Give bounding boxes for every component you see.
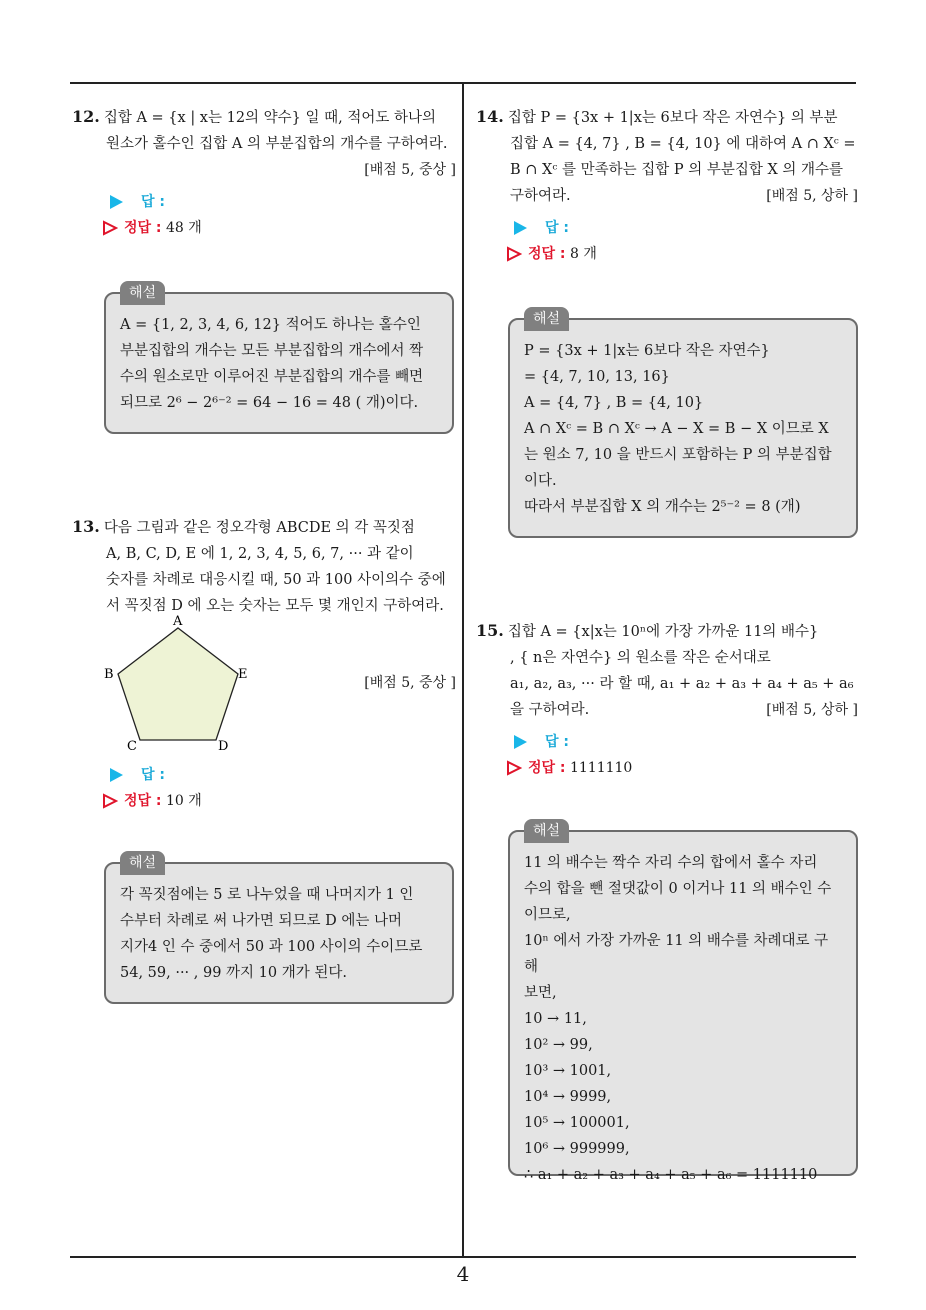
page-number: 4 <box>456 1262 470 1286</box>
correct-answer-value: 8 개 <box>569 246 597 262</box>
correct-row: 정답 : 8 개 <box>506 241 858 267</box>
solution-line: ∴ a₁ + a₂ + a₃ + a₄ + a₅ + a₆ = 1111110 <box>524 1167 818 1183</box>
solution-line: 보면, <box>524 985 557 1001</box>
solution-line: A = {4, 7} , B = {4, 10} <box>524 395 704 411</box>
problem-13-line-1: 13. 다음 그림과 같은 정오각형 ABCDE 의 각 꼭짓점 <box>72 517 415 536</box>
solution-box-14 <box>508 311 858 538</box>
vertex-label-e: E <box>238 667 248 682</box>
vertex-label-c: C <box>127 739 137 752</box>
solution-line: 10 → 11, <box>524 1011 587 1027</box>
answer-arrow-icon <box>110 768 123 782</box>
correct-row: 정답 : 10 개 <box>102 788 202 814</box>
solution-line: 부분집합의 개수는 모든 부분집합의 개수에서 짝 <box>120 343 424 359</box>
solution-line: 따라서 부분집합 X 의 개수는 2⁵⁻² = 8 (개) <box>524 499 801 515</box>
answer-arrow-icon <box>514 221 527 235</box>
problem-14-line-4: 구하여라. [배점 5, 상하 ] <box>476 183 858 209</box>
problem-15 <box>476 618 858 781</box>
answer-row: 답 : <box>506 729 858 755</box>
solution-box-12 <box>104 285 454 434</box>
solution-line: 수의 합을 뺀 절댓값이 0 이거나 11 의 배수인 수 <box>524 881 832 897</box>
vertex-label-a: A <box>173 614 183 629</box>
correct-row: 정답 : 48 개 <box>102 215 456 241</box>
problem-14-answer <box>476 215 858 267</box>
solution-line: A = {1, 2, 3, 4, 6, 12} 적어도 하나는 홀수인 <box>120 317 421 333</box>
solution-tag: 해설 <box>120 851 165 875</box>
correct-arrow-icon <box>102 793 118 809</box>
problem-15-line-3: a₁, a₂, a₃, ··· 라 할 때, a₁ + a₂ + a₃ + a₄ + a₅ + a₆ <box>510 676 854 692</box>
problem-15-number: 15. <box>476 621 504 640</box>
pentagon-shape <box>118 628 238 740</box>
answer-row: 답 : <box>506 215 858 241</box>
pentagon-figure <box>100 612 260 752</box>
problem-13 <box>72 514 456 619</box>
solution-tag: 해설 <box>524 819 569 843</box>
problem-12-line-2: 원소가 홀수인 집합 A 의 부분집합의 개수를 구하여라. <box>106 136 448 152</box>
solution-line: 수부터 차례로 써 나가면 되므로 D 에는 나머 <box>120 913 403 929</box>
problem-13-line-2: A, B, C, D, E 에 1, 2, 3, 4, 5, 6, 7, ··· 과 같이 <box>106 546 414 562</box>
problem-15-line-2: , { n은 자연수} 의 원소를 작은 순서대로 <box>510 650 771 666</box>
problem-15-line-4: 을 구하여라. [배점 5, 상하 ] <box>476 697 858 723</box>
solution-line: 10⁴ → 9999, <box>524 1089 612 1105</box>
problem-15-line-1: 15. 집합 A = {x|x는 10ⁿ에 가장 가까운 11의 배수} <box>476 621 819 640</box>
correct-arrow-icon <box>102 220 118 236</box>
correct-arrow-icon <box>506 246 522 262</box>
correct-answer-value: 48 개 <box>165 220 202 236</box>
vertex-label-d: D <box>218 739 229 752</box>
problem-13-score: [배점 5, 중상 ] <box>364 675 456 691</box>
problem-14-line-1: 14. 집합 P = {3x + 1|x는 6보다 작은 자연수} 의 부분 <box>476 107 838 126</box>
answer-arrow-icon <box>110 195 123 209</box>
solution-line: 10³ → 1001, <box>524 1063 612 1079</box>
vertex-label-b: B <box>104 667 114 682</box>
correct-arrow-icon <box>506 760 522 776</box>
problem-12-answer <box>72 189 456 241</box>
solution-line: 지가4 인 수 중에서 50 과 100 사이의 수이므로 <box>120 939 423 955</box>
problem-13-line-4: 서 꼭짓점 D 에 오는 숫자는 모두 몇 개인지 구하여라. <box>106 598 444 614</box>
correct-row: 정답 : 1111110 <box>506 755 858 781</box>
solution-line: 10⁵ → 100001, <box>524 1115 630 1131</box>
answer-row: 답 : <box>102 189 456 215</box>
solution-line: 11 의 배수는 짝수 자리 수의 합에서 홀수 자리 <box>524 855 818 871</box>
solution-box-15 <box>508 823 858 1183</box>
correct-answer-value: 10 개 <box>165 793 202 809</box>
problem-12 <box>72 104 456 241</box>
solution-line: P = {3x + 1|x는 6보다 작은 자연수} <box>524 343 770 359</box>
solution-box-13 <box>104 855 454 1004</box>
solution-line: 54, 59, ··· , 99 까지 10 개가 된다. <box>120 965 347 981</box>
bottom-rule <box>70 1256 856 1258</box>
problem-15-score: [배점 5, 상하 ] <box>766 702 858 718</box>
solution-line: 는 원소 7, 10 을 반드시 포함하는 P 의 부분집합 <box>524 447 832 463</box>
correct-answer-value: 1111110 <box>569 760 633 776</box>
answer-row: 답 : <box>102 762 202 788</box>
solution-line: A ∩ Xᶜ = B ∩ Xᶜ → A − X = B − X 이므로 X <box>524 421 829 437</box>
solution-line: 10² → 99, <box>524 1037 593 1053</box>
solution-line: 10⁶ → 999999, <box>524 1141 630 1157</box>
problem-13-line-3: 숫자를 차례로 대응시킬 때, 50 과 100 사이의수 중에 <box>106 572 446 588</box>
column-divider <box>462 82 464 1258</box>
problem-13-answer <box>102 756 202 814</box>
solution-line: = {4, 7, 10, 13, 16} <box>524 369 670 385</box>
problem-12-number: 12. <box>72 107 100 126</box>
problem-13-number: 13. <box>72 517 100 536</box>
problem-14-number: 14. <box>476 107 504 126</box>
solution-line: 이다. <box>524 473 557 489</box>
problem-12-score: [배점 5, 중상 ] <box>364 162 456 178</box>
problem-12-line-1: 12. 집합 A = {x | x는 12의 약수} 일 때, 적어도 하나의 <box>72 107 437 126</box>
problem-15-answer <box>476 729 858 781</box>
problem-14-line-2: 집합 A = {4, 7} , B = {4, 10} 에 대하여 A ∩ Xᶜ = <box>510 136 856 152</box>
solution-line: 수의 원소로만 이루어진 부분집합의 개수를 빼면 <box>120 369 424 385</box>
solution-line: 되므로 2⁶ − 2⁶⁻² = 64 − 16 = 48 ( 개)이다. <box>120 395 419 411</box>
solution-tag: 해설 <box>524 307 569 331</box>
problem-14 <box>476 104 858 267</box>
problem-14-score: [배점 5, 상하 ] <box>766 188 858 204</box>
solution-line: 이므로, <box>524 907 571 923</box>
solution-line: 각 꼭짓점에는 5 로 나누었을 때 나머지가 1 인 <box>120 887 414 903</box>
solution-tag: 해설 <box>120 281 165 305</box>
solution-line: 10ⁿ 에서 가장 가까운 11 의 배수를 차례대로 구해 <box>524 933 829 975</box>
problem-14-line-3: B ∩ Xᶜ 를 만족하는 집합 P 의 부분집합 X 의 개수를 <box>510 162 844 178</box>
answer-arrow-icon <box>514 735 527 749</box>
